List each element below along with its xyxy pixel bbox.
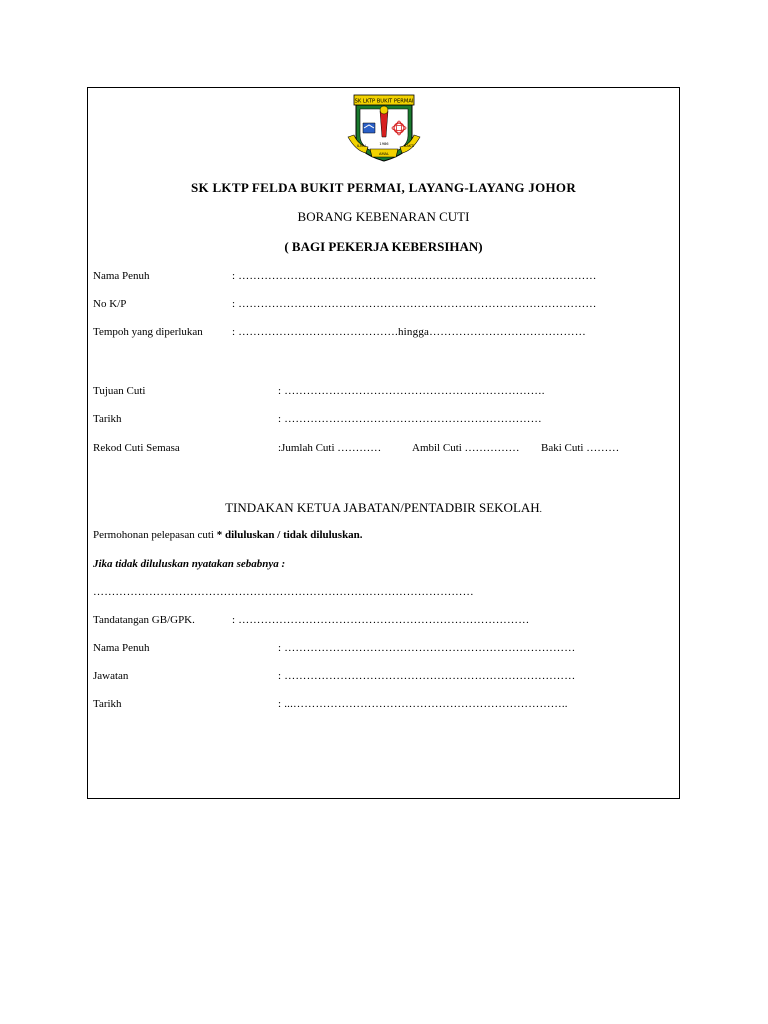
jumlah-cuti-field[interactable]: :Jumlah Cuti ………… xyxy=(278,442,382,454)
no-kp-field[interactable]: : …………………………………………………………………………………… xyxy=(232,298,597,310)
form-title: BORANG KEBENARAN CUTI xyxy=(297,209,470,224)
ambil-cuti-field[interactable]: Ambil Cuti …………… xyxy=(412,442,520,454)
permohonan-line xyxy=(93,529,363,541)
baki-cuti-field[interactable]: Baki Cuti ……… xyxy=(541,442,620,454)
jawatan-field[interactable]: : …………………………………………………………………… xyxy=(278,670,576,682)
svg-text:1986: 1986 xyxy=(379,142,389,146)
tarikh-field[interactable]: : …………………………………………………………… xyxy=(278,413,542,425)
gb-nama-label: Nama Penuh xyxy=(93,642,150,654)
tarikh-label: Tarikh xyxy=(93,413,122,425)
hingga-text: hingga xyxy=(397,326,430,338)
tandatangan-field[interactable]: : …………………………………………………………………… xyxy=(232,614,530,626)
no-kp-label: No K/P xyxy=(93,298,127,310)
jika-tidak-text: Jika tidak diluluskan nyatakan sebabnya : xyxy=(93,558,286,570)
tujuan-cuti-field[interactable]: : ……………………………………………………………. xyxy=(278,385,545,397)
gb-nama-field[interactable]: : …………………………………………………………………… xyxy=(278,642,576,654)
tindakan-heading xyxy=(87,500,680,516)
tandatangan-label: Tandatangan GB/GPK. xyxy=(93,614,195,626)
tempoh-label: Tempoh yang diperlukan xyxy=(93,326,203,338)
school-name-heading: SK LKTP FELDA BUKIT PERMAI, LAYANG-LAYANG JOHOR xyxy=(190,180,577,195)
svg-text:ILMU: ILMU xyxy=(357,144,366,148)
svg-text:BAKTI: BAKTI xyxy=(404,144,415,148)
tempoh-end-dots: …………………………………… xyxy=(429,326,586,338)
tindakan-heading-text: TINDAKAN KETUA JABATAN/PENTADBIR SEKOLAH xyxy=(225,500,540,515)
svg-text:AMAL: AMAL xyxy=(378,152,390,156)
tujuan-cuti-label: Tujuan Cuti xyxy=(93,385,146,397)
rekod-cuti-label: Rekod Cuti Semasa xyxy=(93,442,180,454)
tempoh-start-field[interactable] xyxy=(232,326,586,338)
jawatan-label: Jawatan xyxy=(93,670,129,682)
permohonan-text: Permohonan pelepasan cuti xyxy=(93,529,214,541)
tempoh-start-dots: : ……………………………………. xyxy=(232,326,398,338)
nama-penuh-field[interactable]: : …………………………………………………………………………………… xyxy=(232,270,597,282)
tindakan-heading-period: . xyxy=(539,504,542,514)
form-subtitle: ( BAGI PEKERJA KEBERSIHAN) xyxy=(284,239,483,254)
svg-text:SK LKTP BUKIT PERMAI: SK LKTP BUKIT PERMAI xyxy=(354,98,414,105)
nama-penuh-label: Nama Penuh xyxy=(93,270,150,282)
reason-field[interactable]: ………………………………………………………………………………………… xyxy=(93,586,474,598)
lulus-option[interactable]: * diluluskan / tidak diluluskan. xyxy=(213,529,363,541)
gb-tarikh-label: Tarikh xyxy=(93,698,122,710)
gb-tarikh-field[interactable]: : ...……………………………………………………………….. xyxy=(278,698,568,710)
school-crest-logo xyxy=(346,93,422,165)
